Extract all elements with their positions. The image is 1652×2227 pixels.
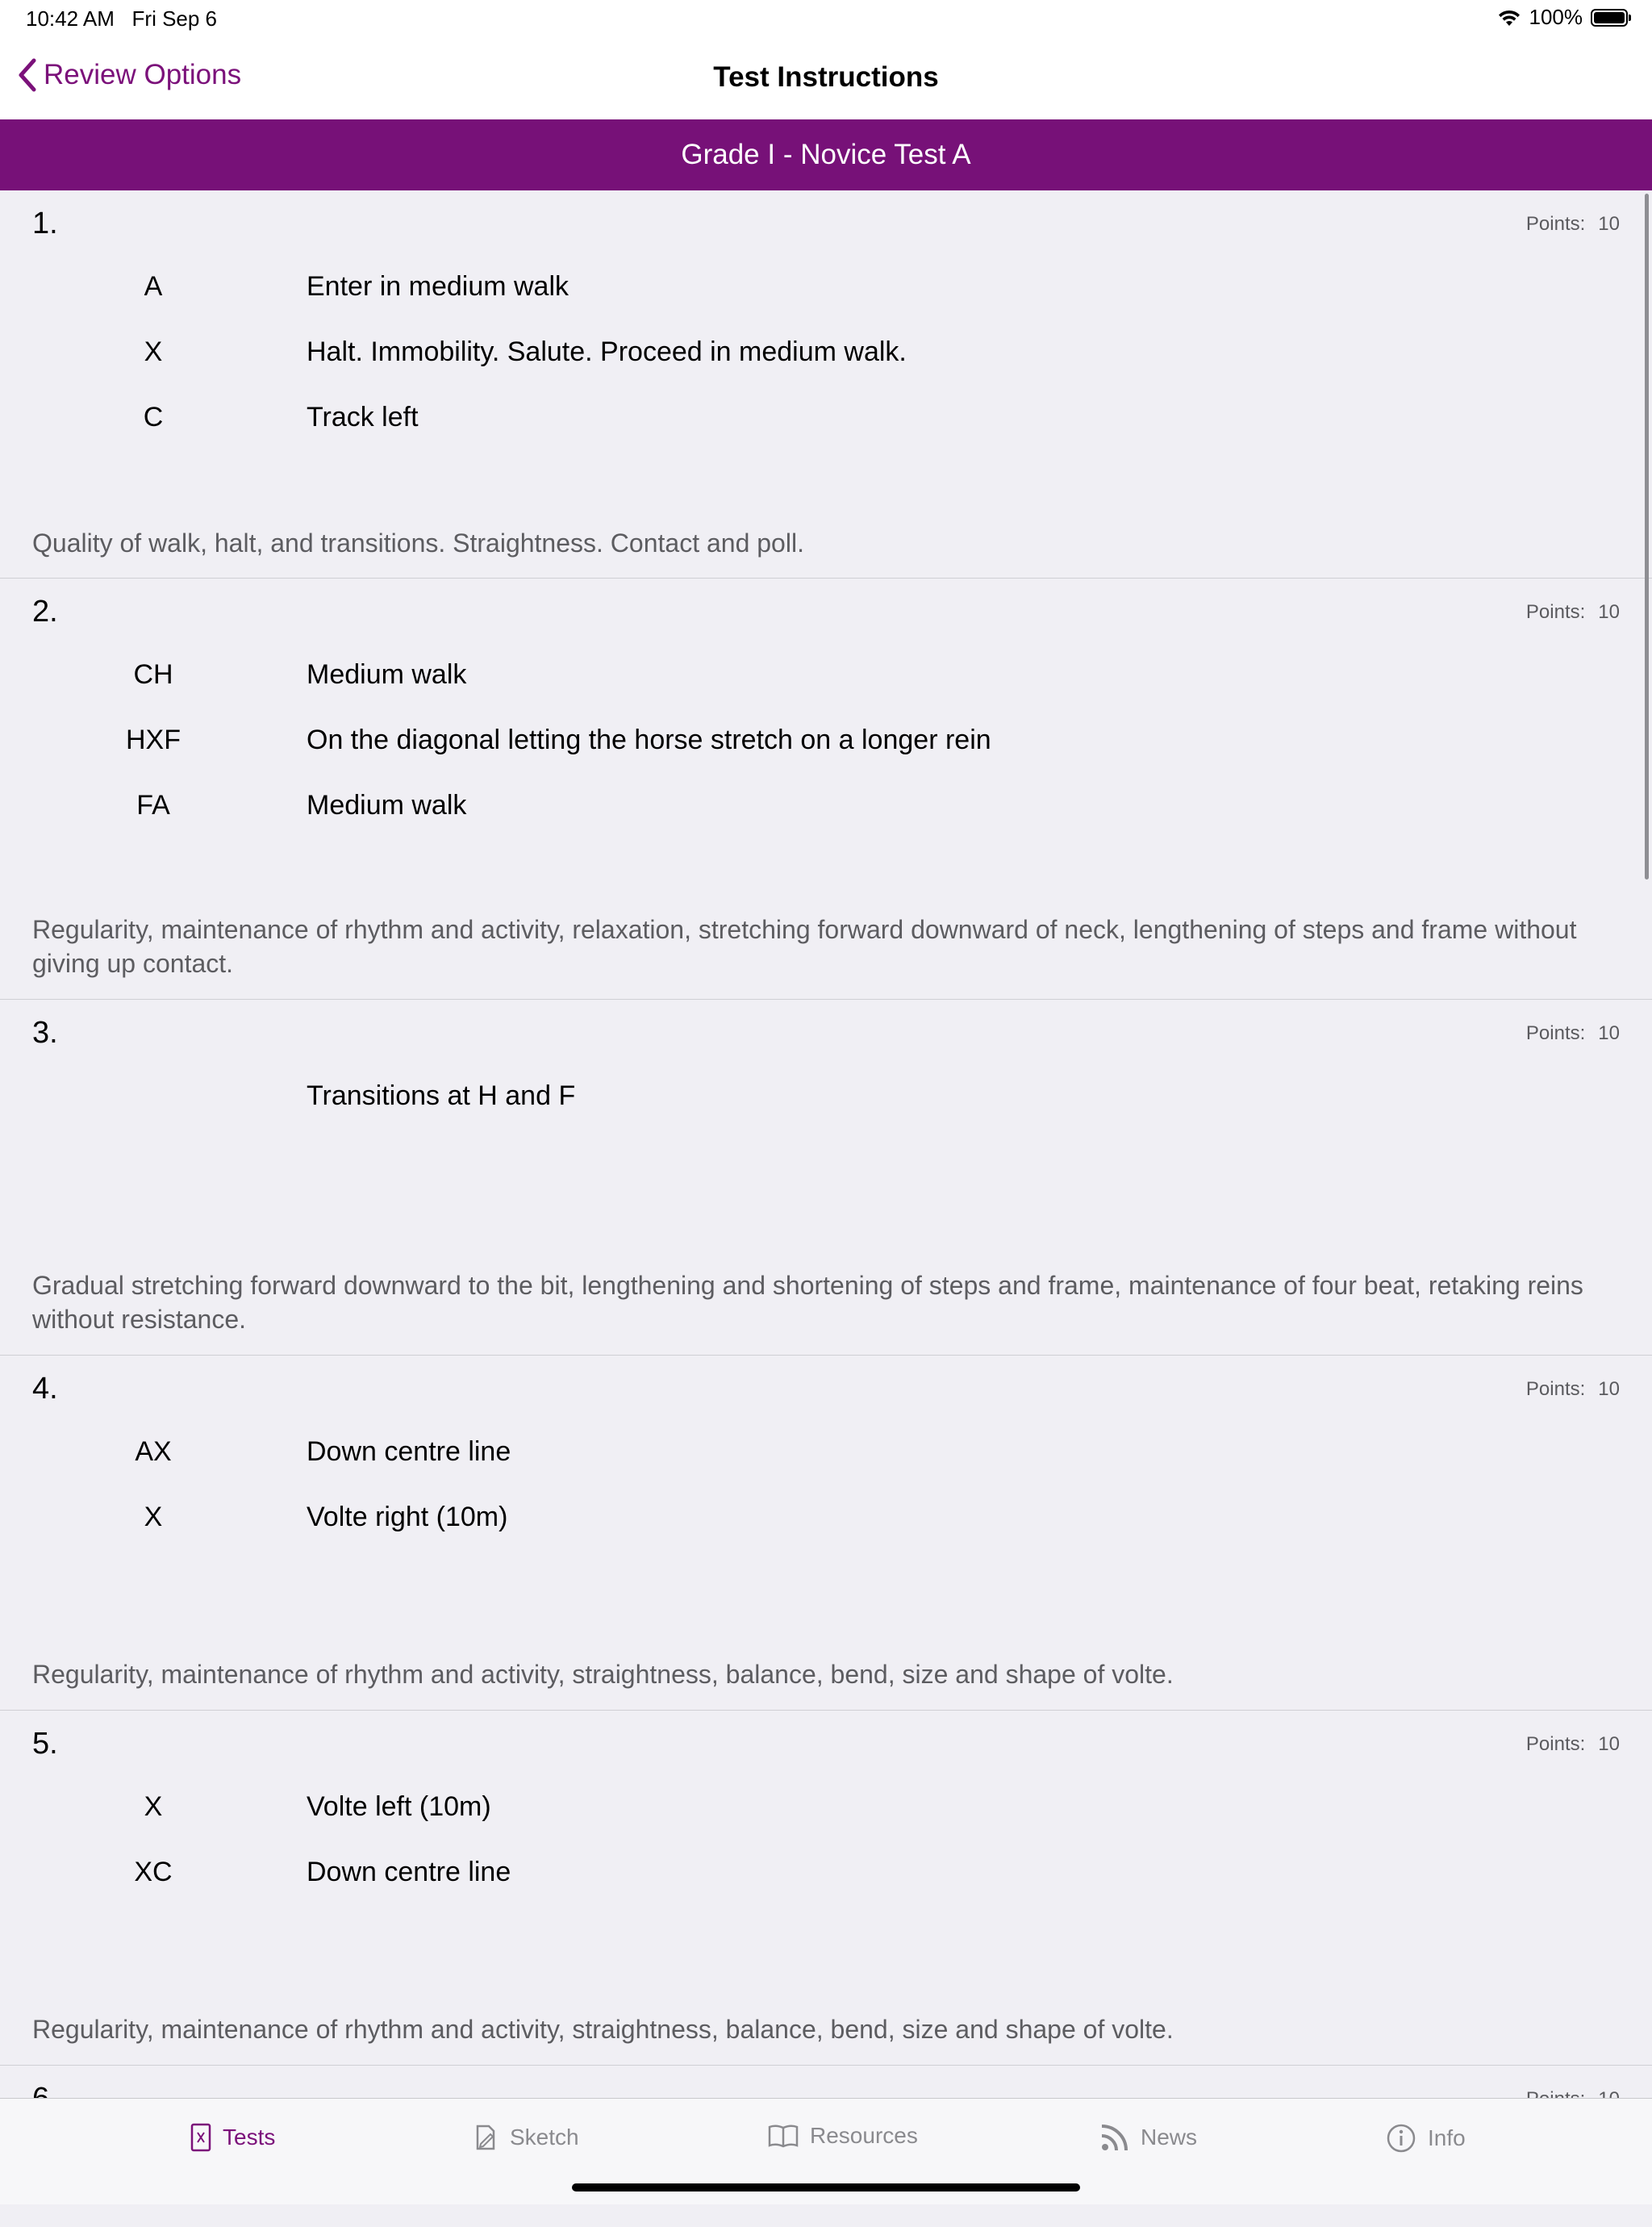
movement-item bbox=[0, 579, 1652, 1000]
status-time bbox=[26, 6, 217, 31]
movement-points bbox=[1526, 1022, 1620, 1045]
points-label: Points: bbox=[1525, 213, 1586, 235]
status-bar bbox=[0, 0, 1652, 40]
movement-instruction: On the diagonal letting the horse stretch on a longer rein bbox=[307, 725, 991, 755]
tab-info[interactable] bbox=[1386, 2123, 1466, 2154]
arena-marker: X bbox=[144, 336, 163, 367]
movement-directive: Gradual stretching forward downward to the bit, lengthening and shortening of steps and frame, maintenance of four beat, retaking reins without resistance. bbox=[32, 1271, 1583, 1334]
movement-row bbox=[0, 790, 1652, 830]
movement-instruction: Volte left (10m) bbox=[307, 1791, 491, 1822]
points-value: 10 bbox=[1598, 601, 1620, 623]
test-name-header: Grade I - Novice Test A bbox=[0, 119, 1652, 190]
points-label: Points: bbox=[1525, 601, 1586, 623]
test-sheet-icon bbox=[190, 2123, 211, 2152]
tab-resources-label: Resources bbox=[810, 2123, 918, 2148]
arena-marker: CH bbox=[133, 659, 173, 690]
movement-number: 3. bbox=[32, 1016, 58, 1050]
movement-row bbox=[0, 1080, 1652, 1121]
movement-item bbox=[0, 1356, 1652, 1711]
movement-points bbox=[1526, 213, 1620, 236]
movement-row bbox=[0, 1436, 1652, 1477]
navigation-bar bbox=[0, 40, 1652, 119]
tab-tests-label: Tests bbox=[223, 2125, 276, 2150]
movement-row bbox=[0, 725, 1652, 765]
arena-marker: XC bbox=[134, 1857, 173, 1887]
tab-sketch-label: Sketch bbox=[510, 2125, 579, 2150]
movement-number: 2. bbox=[32, 595, 58, 629]
points-value: 10 bbox=[1598, 213, 1620, 235]
sketch-icon bbox=[474, 2123, 499, 2152]
points-value: 10 bbox=[1598, 1733, 1620, 1755]
movement-number: 5. bbox=[32, 1727, 58, 1761]
points-label: Points: bbox=[1525, 1022, 1586, 1044]
tab-sketch[interactable] bbox=[474, 2123, 579, 2152]
movement-instruction: Halt. Immobility. Salute. Proceed in medium walk. bbox=[307, 336, 907, 367]
points-value: 10 bbox=[1598, 1022, 1620, 1044]
rss-icon bbox=[1100, 2123, 1129, 2152]
movement-directive: Quality of walk, halt, and transitions. Straightness. Contact and poll. bbox=[32, 529, 804, 558]
movement-instruction: Down centre line bbox=[307, 1436, 511, 1467]
points-label: Points: bbox=[1525, 1733, 1586, 1755]
movement-points bbox=[1526, 1733, 1620, 1756]
movement-row bbox=[0, 1502, 1652, 1542]
status-date: Fri Sep 6 bbox=[131, 6, 218, 31]
movement-directive: Regularity, maintenance of rhythm and activity, straightness, balance, bend, size and shape of volte. bbox=[32, 2015, 1174, 2044]
movement-instruction: Down centre line bbox=[307, 1857, 511, 1887]
tab-news[interactable] bbox=[1100, 2123, 1197, 2152]
tab-tests[interactable] bbox=[190, 2123, 275, 2152]
arena-marker: A bbox=[144, 271, 163, 302]
arena-marker: X bbox=[144, 1791, 163, 1822]
tab-info-label: Info bbox=[1428, 2125, 1466, 2150]
movement-instruction: Enter in medium walk bbox=[307, 271, 569, 302]
home-indicator[interactable] bbox=[572, 2183, 1080, 2191]
arena-marker: FA bbox=[136, 790, 170, 821]
movement-row bbox=[0, 1791, 1652, 1832]
movement-list[interactable] bbox=[0, 190, 1652, 2098]
arena-marker: HXF bbox=[126, 725, 181, 755]
movement-row bbox=[0, 402, 1652, 442]
movement-instruction: Volte right (10m) bbox=[307, 1502, 508, 1532]
tab-news-label: News bbox=[1141, 2125, 1198, 2150]
movement-number: 1. bbox=[32, 207, 58, 240]
movement-item bbox=[0, 190, 1652, 579]
vertical-scrollbar[interactable] bbox=[1645, 194, 1649, 880]
book-icon bbox=[768, 2123, 799, 2149]
arena-marker: AX bbox=[135, 1436, 172, 1467]
status-indicators bbox=[1497, 5, 1629, 30]
movement-directive: Regularity, maintenance of rhythm and activity, straightness, balance, bend, size and shape of volte. bbox=[32, 1660, 1174, 1689]
back-button-label: Review Options bbox=[44, 59, 242, 90]
info-icon bbox=[1386, 2123, 1416, 2154]
movement-directive: Regularity, maintenance of rhythm and activity, relaxation, stretching forward downward of neck, lengthening of steps and frame without giving up contact. bbox=[32, 915, 1577, 978]
movement-row bbox=[0, 336, 1652, 377]
page-title: Test Instructions bbox=[713, 61, 939, 93]
arena-marker: C bbox=[143, 402, 164, 432]
points-value: 10 bbox=[1598, 1378, 1620, 1400]
battery-percent: 100% bbox=[1529, 5, 1583, 29]
movement-instruction: Medium walk bbox=[307, 659, 467, 690]
movement-row bbox=[0, 271, 1652, 311]
movement-row bbox=[0, 1857, 1652, 1897]
tab-resources[interactable] bbox=[768, 2123, 918, 2149]
movement-instruction: Medium walk bbox=[307, 790, 467, 821]
battery-icon bbox=[1591, 9, 1628, 27]
arena-marker: X bbox=[144, 1502, 163, 1532]
movement-instruction: Transitions at H and F bbox=[307, 1080, 576, 1111]
movement-points bbox=[1526, 1378, 1620, 1401]
movement-item bbox=[0, 1000, 1652, 1356]
status-clock: 10:42 AM bbox=[26, 6, 115, 31]
movement-row bbox=[0, 659, 1652, 700]
movement-item bbox=[0, 1711, 1652, 2066]
points-label: Points: bbox=[1525, 1378, 1586, 1400]
movement-number: 4. bbox=[32, 1372, 58, 1406]
movement-instruction: Track left bbox=[307, 402, 419, 432]
wifi-icon bbox=[1497, 8, 1521, 27]
movement-points bbox=[1526, 601, 1620, 624]
